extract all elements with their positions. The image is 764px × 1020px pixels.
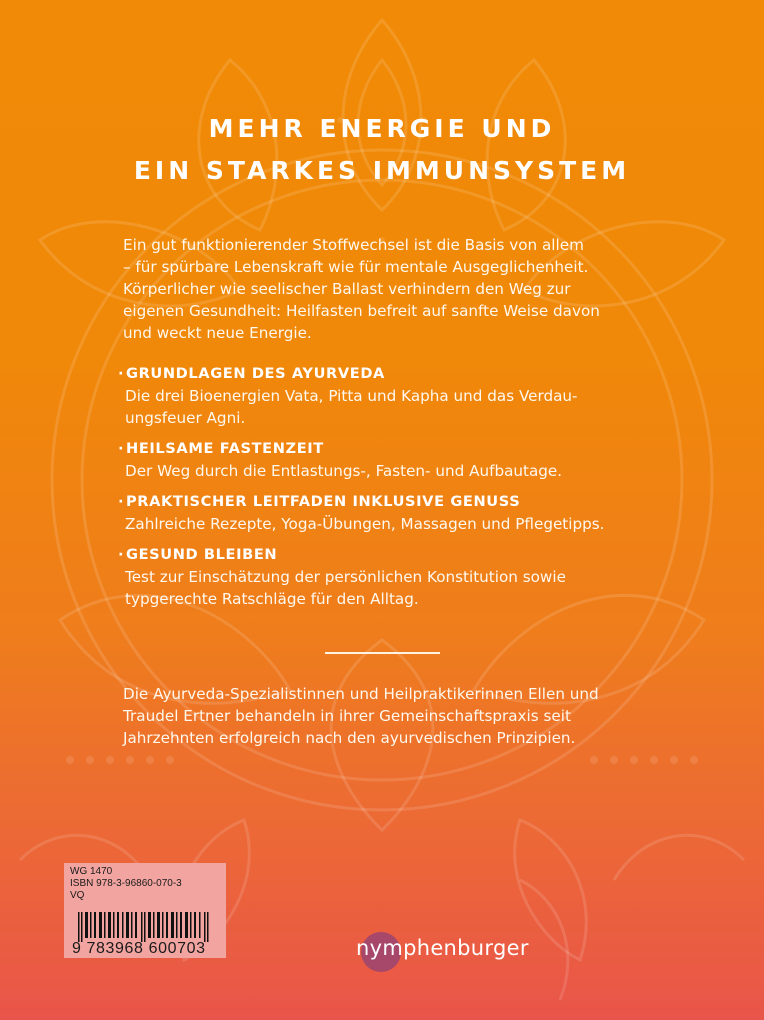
barcode-label xyxy=(64,863,226,958)
feature-item xyxy=(118,438,678,482)
intro-line: eigenen Gesundheit: Heilfasten befreit auf sanfte Weise davon xyxy=(123,302,600,320)
publisher-logo xyxy=(356,932,556,972)
authors-paragraph xyxy=(123,683,683,749)
feature-body: Zahlreiche Rezepte, Yoga-Übungen, Massagen und Pflegetipps. xyxy=(125,515,605,533)
feature-heading: · GESUND BLEIBEN xyxy=(118,544,678,566)
intro-line: Ein gut funktionierender Stoffwechsel ist die Basis von allem xyxy=(123,236,584,254)
barcode-number: 9 783968 600703 xyxy=(72,940,206,957)
barcode-meta xyxy=(70,866,182,902)
title-line: MEHR ENERGIE UND xyxy=(208,114,556,143)
section-divider xyxy=(325,652,440,654)
bullet-icon: · xyxy=(118,493,125,510)
feature-item xyxy=(118,544,678,610)
feature-item xyxy=(118,491,678,535)
feature-list xyxy=(118,363,678,619)
warengruppe: WG 1470 xyxy=(70,866,113,877)
authors-line: Jahrzehnten erfolgreich nach den ayurvedischen Prinzipien. xyxy=(123,729,576,747)
code: VQ xyxy=(70,890,85,901)
title-line: EIN STARKES IMMUNSYSTEM xyxy=(133,156,631,185)
authors-line: Traudel Ertner behandeln in ihrer Gemeinschaftspraxis seit xyxy=(123,707,571,725)
intro-line: und weckt neue Energie. xyxy=(123,324,312,342)
bullet-icon: · xyxy=(118,440,125,457)
barcode-icon xyxy=(78,912,212,942)
intro-paragraph xyxy=(123,234,663,344)
intro-line: Körperlicher wie seelischer Ballast verhindern den Weg zur xyxy=(123,280,571,298)
bullet-icon: · xyxy=(118,365,125,382)
bullet-icon: · xyxy=(118,546,125,563)
publisher-name: nymphenburger xyxy=(356,936,529,960)
feature-item xyxy=(118,363,678,429)
feature-body: Die drei Bioenergien Vata, Pitta und Kapha und das Verdau- ungsfeuer Agni. xyxy=(125,387,578,427)
feature-heading: · HEILSAME FASTENZEIT xyxy=(118,438,678,460)
authors-line: Die Ayurveda-Spezialistinnen und Heilpraktikerinnen Ellen und xyxy=(123,685,599,703)
isbn: ISBN 978-3-96860-070-3 xyxy=(70,878,182,889)
feature-heading: · GRUNDLAGEN DES AYURVEDA xyxy=(118,363,678,385)
cover-title xyxy=(0,108,764,192)
feature-heading: · PRAKTISCHER LEITFADEN INKLUSIVE GENUSS xyxy=(118,491,678,513)
feature-body: Der Weg durch die Entlastungs-, Fasten- und Aufbautage. xyxy=(125,462,563,480)
intro-line: – für spürbare Lebenskraft wie für mentale Ausgeglichenheit. xyxy=(123,258,589,276)
feature-body: Test zur Einschätzung der persönlichen Konstitution sowie typgerechte Ratschläge für den Alltag. xyxy=(125,568,566,608)
